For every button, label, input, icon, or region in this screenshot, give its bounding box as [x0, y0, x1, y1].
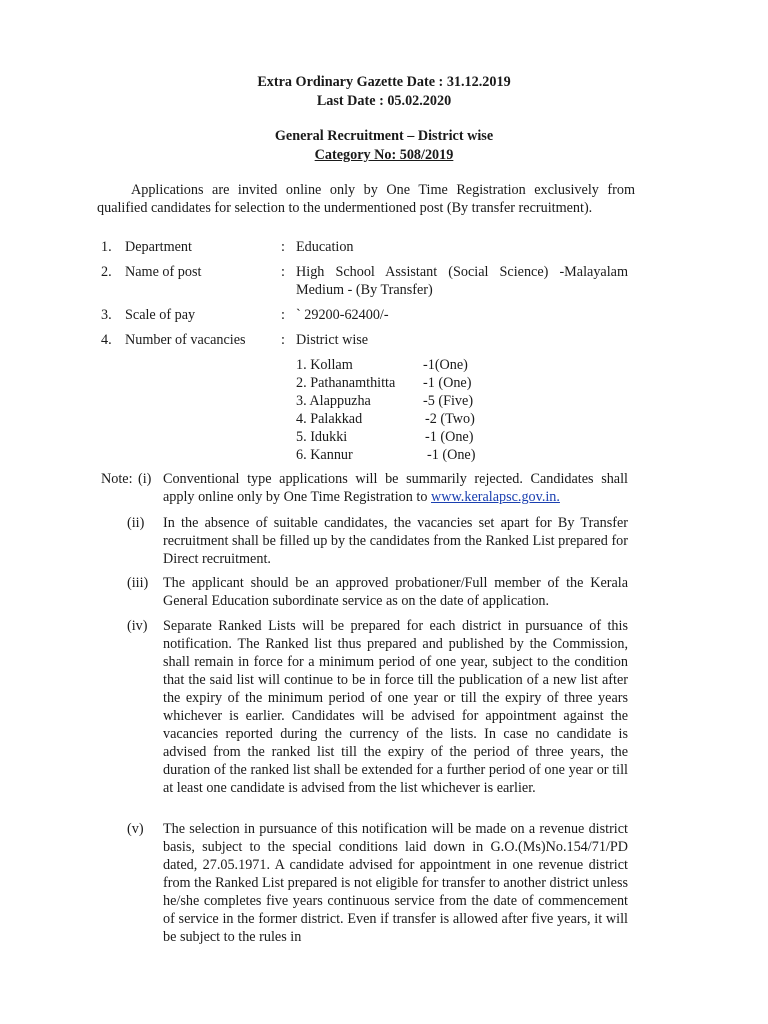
vacancy-count: -1 (One)	[425, 429, 474, 445]
recruitment-type: General Recruitment – District wise	[274, 128, 494, 144]
detail-num: 2.	[101, 264, 112, 280]
intro-paragraph: Applications are invited online only by One Time Registration exclusively from qualified candidates for selection to the undermentioned post (By transfer recruitment).	[97, 182, 635, 216]
detail-value: Education	[296, 239, 354, 255]
note-item-i	[163, 470, 628, 506]
note-label: (v)	[127, 821, 144, 837]
detail-value: District wise	[296, 332, 369, 348]
detail-label: Number of vacancies	[125, 332, 246, 348]
category-line	[0, 146, 768, 164]
district-name: 3. Alappuzha	[296, 393, 371, 409]
vacancy-count: -1 (One)	[423, 375, 472, 391]
note-item-v: The selection in pursuance of this notification will be made on a revenue district basis, subject to the special conditions laid down in G.O.(Ms)No.154/71/PD dated, 27.05.1971. A candidate advised for appointment in one revenue district from the Ranked List prepared is not eligible for transfer to another district unless he/she completes five years continuous service from the date of commencement of service in the former district. Even if transfer is allowed after five years, it will be subject to the rules in	[163, 821, 628, 945]
vacancy-count: -1(One)	[423, 357, 468, 373]
detail-num: 4.	[101, 332, 112, 348]
note-text: Conventional type applications will be summarily rejected. Candidates shall apply online only by One Time Registration to	[163, 471, 628, 505]
detail-num: 1.	[101, 239, 112, 255]
note-label: (iv)	[127, 618, 148, 634]
detail-label: Department	[125, 239, 192, 255]
note-label: (i)	[138, 471, 152, 487]
note-item-iv: Separate Ranked Lists will be prepared for each district in pursuance of this notification. The Ranked list thus prepared and published by the Commission, shall remain in force for a minimum period of one year, subject to the condition that the said list will continue to be in force till the publication of a new list after the expiry of the minimum period of one year or till the expiry of three years whichever is earlier. Candidates will be advised for appointment against the vacancies reported during the currency of the lists. In case no candidate is advised from the ranked list till the expiry of the period of three years, the duration of the ranked list shall be extended for a further period of one year or till at least one candidate is advised from the list whichever is earlier.	[163, 618, 628, 796]
note-prefix: Note:	[101, 471, 133, 487]
detail-colon: :	[281, 332, 285, 348]
district-name: 4. Palakkad	[296, 411, 363, 427]
keralapsc-link[interactable]: www.keralapsc.gov.in.	[430, 489, 560, 505]
vacancy-count: -2 (Two)	[425, 411, 475, 427]
district-name: 2. Pathanamthitta	[296, 375, 396, 391]
gazette-date: Extra Ordinary Gazette Date : 31.12.2019	[257, 74, 511, 90]
vacancy-count: -5 (Five)	[423, 393, 474, 409]
detail-colon: :	[281, 264, 285, 280]
detail-colon: :	[281, 307, 285, 323]
vacancy-count: -1 (One)	[427, 447, 476, 463]
note-item-iii: The applicant should be an approved probationer/Full member of the Kerala General Education subordinate service as on the date of application.	[163, 575, 628, 609]
detail-num: 3.	[101, 307, 112, 323]
district-name: 5. Idukki	[296, 429, 348, 445]
detail-label: Name of post	[125, 264, 202, 280]
detail-value: High School Assistant (Social Science) -Malayalam Medium - (By Transfer)	[296, 264, 628, 298]
detail-colon: :	[281, 239, 285, 255]
last-date: Last Date : 05.02.2020	[316, 93, 452, 109]
district-name: 1. Kollam	[296, 357, 353, 373]
note-label: (ii)	[127, 515, 145, 531]
category-number: Category No: 508/2019	[314, 147, 454, 163]
detail-label: Scale of pay	[125, 307, 196, 323]
note-item-ii: In the absence of suitable candidates, the vacancies set apart for By Transfer recruitment shall be filled up by the candidates from the Ranked List prepared for Direct recruitment.	[163, 515, 628, 567]
district-name: 6. Kannur	[296, 447, 353, 463]
note-label: (iii)	[127, 575, 149, 591]
detail-value: ` 29200-62400/-	[296, 307, 389, 323]
